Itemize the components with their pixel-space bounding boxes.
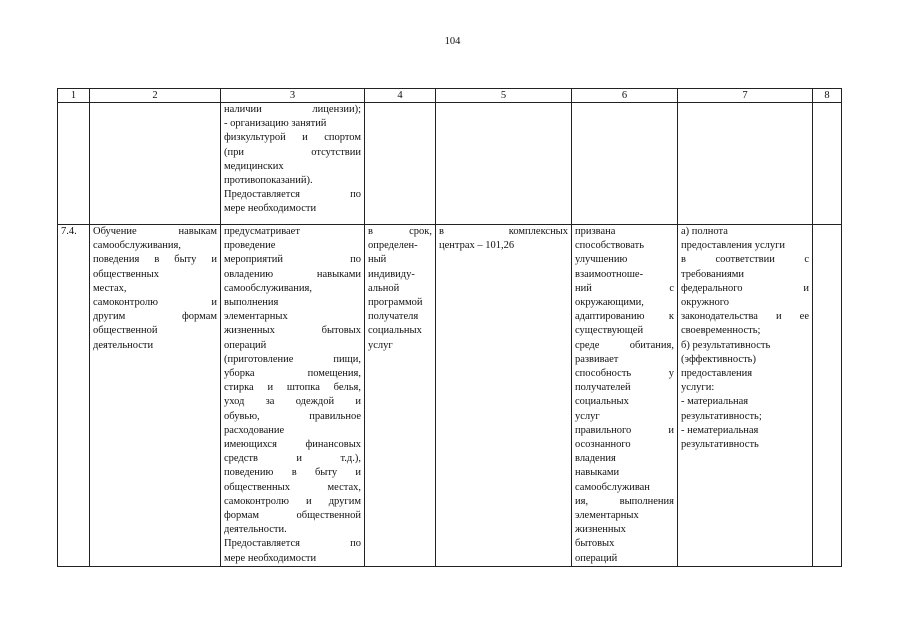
cell-text-line: жизненных: [575, 524, 626, 536]
cell-text-line: способствовать: [575, 240, 645, 252]
cell-text-line: - нематериальная: [681, 424, 759, 436]
cell-text-line: медицинских: [224, 160, 284, 172]
cell-text-line: улучшению: [575, 254, 628, 266]
cell-text-line: деятельности.: [224, 524, 287, 536]
cell-text-line: ия, выполнения: [575, 495, 674, 507]
cell-text-line: операций: [575, 552, 618, 564]
table-row-7-4: [58, 225, 842, 567]
cell-number: 7.4.: [58, 225, 90, 567]
cell-text-line: призвана: [575, 226, 616, 237]
cell-text-line: предоставления услуги: [681, 240, 786, 252]
page-number: 104: [444, 36, 461, 47]
cell-text-line: результативность: [681, 439, 759, 451]
header-col-2: 2: [90, 89, 221, 103]
cell-text-line: получателя: [368, 311, 419, 323]
cell-text-line: индивиду-: [368, 268, 415, 280]
cell-text-line: существующей: [575, 325, 644, 337]
cell-text-line: в срок,: [368, 226, 432, 237]
cell-text-line: услуги:: [681, 382, 715, 394]
cell-tariff: [436, 225, 572, 567]
cell-text-line: ный: [368, 254, 387, 266]
cell-text-line: альной: [368, 282, 400, 294]
cell-text-line: жизненных бытовых: [224, 325, 361, 337]
cell-description: [221, 225, 365, 567]
cell-text-line: общественных местах,: [224, 481, 361, 493]
header-col-3: 3: [221, 89, 365, 103]
cell-text-line: элементарных: [575, 510, 639, 522]
cell-text-line: среде обитания,: [575, 339, 674, 351]
cell-description: [221, 103, 365, 225]
cell-text-line: мере необходимости: [224, 203, 317, 215]
cell-text-line: общественных: [93, 268, 159, 280]
cell-text-line: поведению в быту и: [224, 467, 361, 479]
cell-text-line: владения: [575, 453, 616, 465]
cell-term: [365, 225, 436, 567]
cell-text-line: предусматривает: [224, 226, 300, 237]
cell-text-line: овладению навыками: [224, 268, 361, 280]
cell-purpose: [572, 225, 678, 567]
cell-text-line: федерального и: [681, 282, 809, 294]
cell-text-line: выполнения: [224, 297, 279, 309]
cell-text-line: определен-: [368, 240, 418, 252]
cell-text-line: проведение: [224, 240, 276, 252]
cell-number: [58, 103, 90, 225]
cell-text-line: самообслуживания,: [93, 240, 181, 252]
cell-text-line: Предоставляется по: [224, 189, 361, 201]
cell-text-line: расходование: [224, 424, 285, 436]
cell-text-line: противопоказаний).: [224, 175, 313, 187]
cell-tariff: [436, 103, 572, 225]
cell-text-line: уход за одеждой и: [224, 396, 361, 408]
cell-text-line: деятельности: [93, 339, 154, 351]
cell-text-line: самоконтролю и другим: [224, 495, 361, 507]
cell-text-line: физкультурой и спортом: [224, 132, 361, 144]
cell-purpose: [572, 103, 678, 225]
cell-text-line: операций: [224, 339, 267, 351]
cell-text-line: правильного и: [575, 424, 674, 436]
cell-text-line: социальных: [368, 325, 422, 337]
cell-text-line: мероприятий по: [224, 254, 361, 266]
cell-text-line: наличии лицензии);: [224, 104, 361, 115]
cell-col8: [813, 225, 842, 567]
cell-text-line: услуг: [575, 410, 600, 422]
cell-text-line: в комплексных: [439, 226, 568, 237]
cell-text-line: самообслуживан: [575, 481, 650, 493]
cell-text-line: (при отсутствии: [224, 146, 361, 158]
cell-text-line: Предоставляется по: [224, 538, 361, 550]
cell-text-line: имеющихся финансовых: [224, 439, 361, 451]
cell-text-line: стирка и штопка белья,: [224, 382, 361, 394]
cell-term: [365, 103, 436, 225]
header-col-4: 4: [365, 89, 436, 103]
cell-text-line: б) результативность: [681, 339, 771, 351]
cell-text-line: элементарных: [224, 311, 288, 323]
cell-text-line: социальных: [575, 396, 629, 408]
cell-quality: [678, 225, 813, 567]
cell-text-line: предоставления: [681, 368, 753, 380]
cell-text-line: обувью, правильное: [224, 410, 361, 422]
cell-text-line: поведения в быту и: [93, 254, 217, 266]
cell-text-line: получателей: [575, 382, 631, 394]
cell-text-line: самоконтролю и: [93, 297, 217, 309]
cell-text-line: (эффективность): [681, 353, 756, 365]
cell-text-line: окружающими,: [575, 297, 644, 309]
cell-text-line: уборка помещения,: [224, 368, 361, 380]
cell-text-line: а) полнота: [681, 226, 728, 237]
cell-text-line: осознанного: [575, 439, 631, 451]
cell-text-line: развивает: [575, 353, 619, 365]
cell-service: [90, 225, 221, 567]
cell-quality: [678, 103, 813, 225]
cell-text-line: программой: [368, 297, 423, 309]
cell-service: [90, 103, 221, 225]
cell-text-line: - материальная: [681, 396, 749, 408]
cell-text-line: в соответствии с: [681, 254, 809, 266]
header-col-6: 6: [572, 89, 678, 103]
header-col-1: 1: [58, 89, 90, 103]
header-col-7: 7: [678, 89, 813, 103]
cell-text-line: требованиями: [681, 268, 745, 280]
cell-text-line: самообслуживания,: [224, 282, 312, 294]
cell-text-line: мере необходимости: [224, 552, 317, 564]
cell-text-line: местах,: [93, 282, 127, 294]
cell-text-line: адаптированию к: [575, 311, 674, 323]
cell-col8: [813, 103, 842, 225]
cell-text-line: Обучение навыкам: [93, 226, 217, 237]
cell-text-line: общественной: [93, 325, 158, 337]
cell-text-line: - организацию занятий: [224, 118, 327, 130]
cell-text-line: своевременность;: [681, 325, 761, 337]
cell-text-line: способность у: [575, 368, 674, 380]
cell-text-line: услуг: [368, 339, 393, 351]
services-table: [57, 88, 842, 567]
header-col-5: 5: [436, 89, 572, 103]
cell-text-line: центрах – 101,26: [439, 240, 515, 252]
cell-text-line: (приготовление пищи,: [224, 353, 361, 365]
cell-text-line: формам общественной: [224, 510, 361, 522]
cell-text-line: бытовых: [575, 538, 615, 550]
cell-text-line: ний с: [575, 282, 674, 294]
cell-text-line: результативность;: [681, 410, 762, 422]
header-col-8: 8: [813, 89, 842, 103]
cell-text-line: законодательства и ее: [681, 311, 809, 323]
cell-text-line: средств и т.д.),: [224, 453, 361, 465]
cell-text-line: другим формам: [93, 311, 217, 323]
cell-text-line: навыками: [575, 467, 620, 479]
header-row: [58, 89, 842, 103]
table-row-continuation: [58, 103, 842, 225]
cell-text-line: взаимоотноше-: [575, 268, 644, 280]
cell-text-line: окружного: [681, 297, 729, 309]
